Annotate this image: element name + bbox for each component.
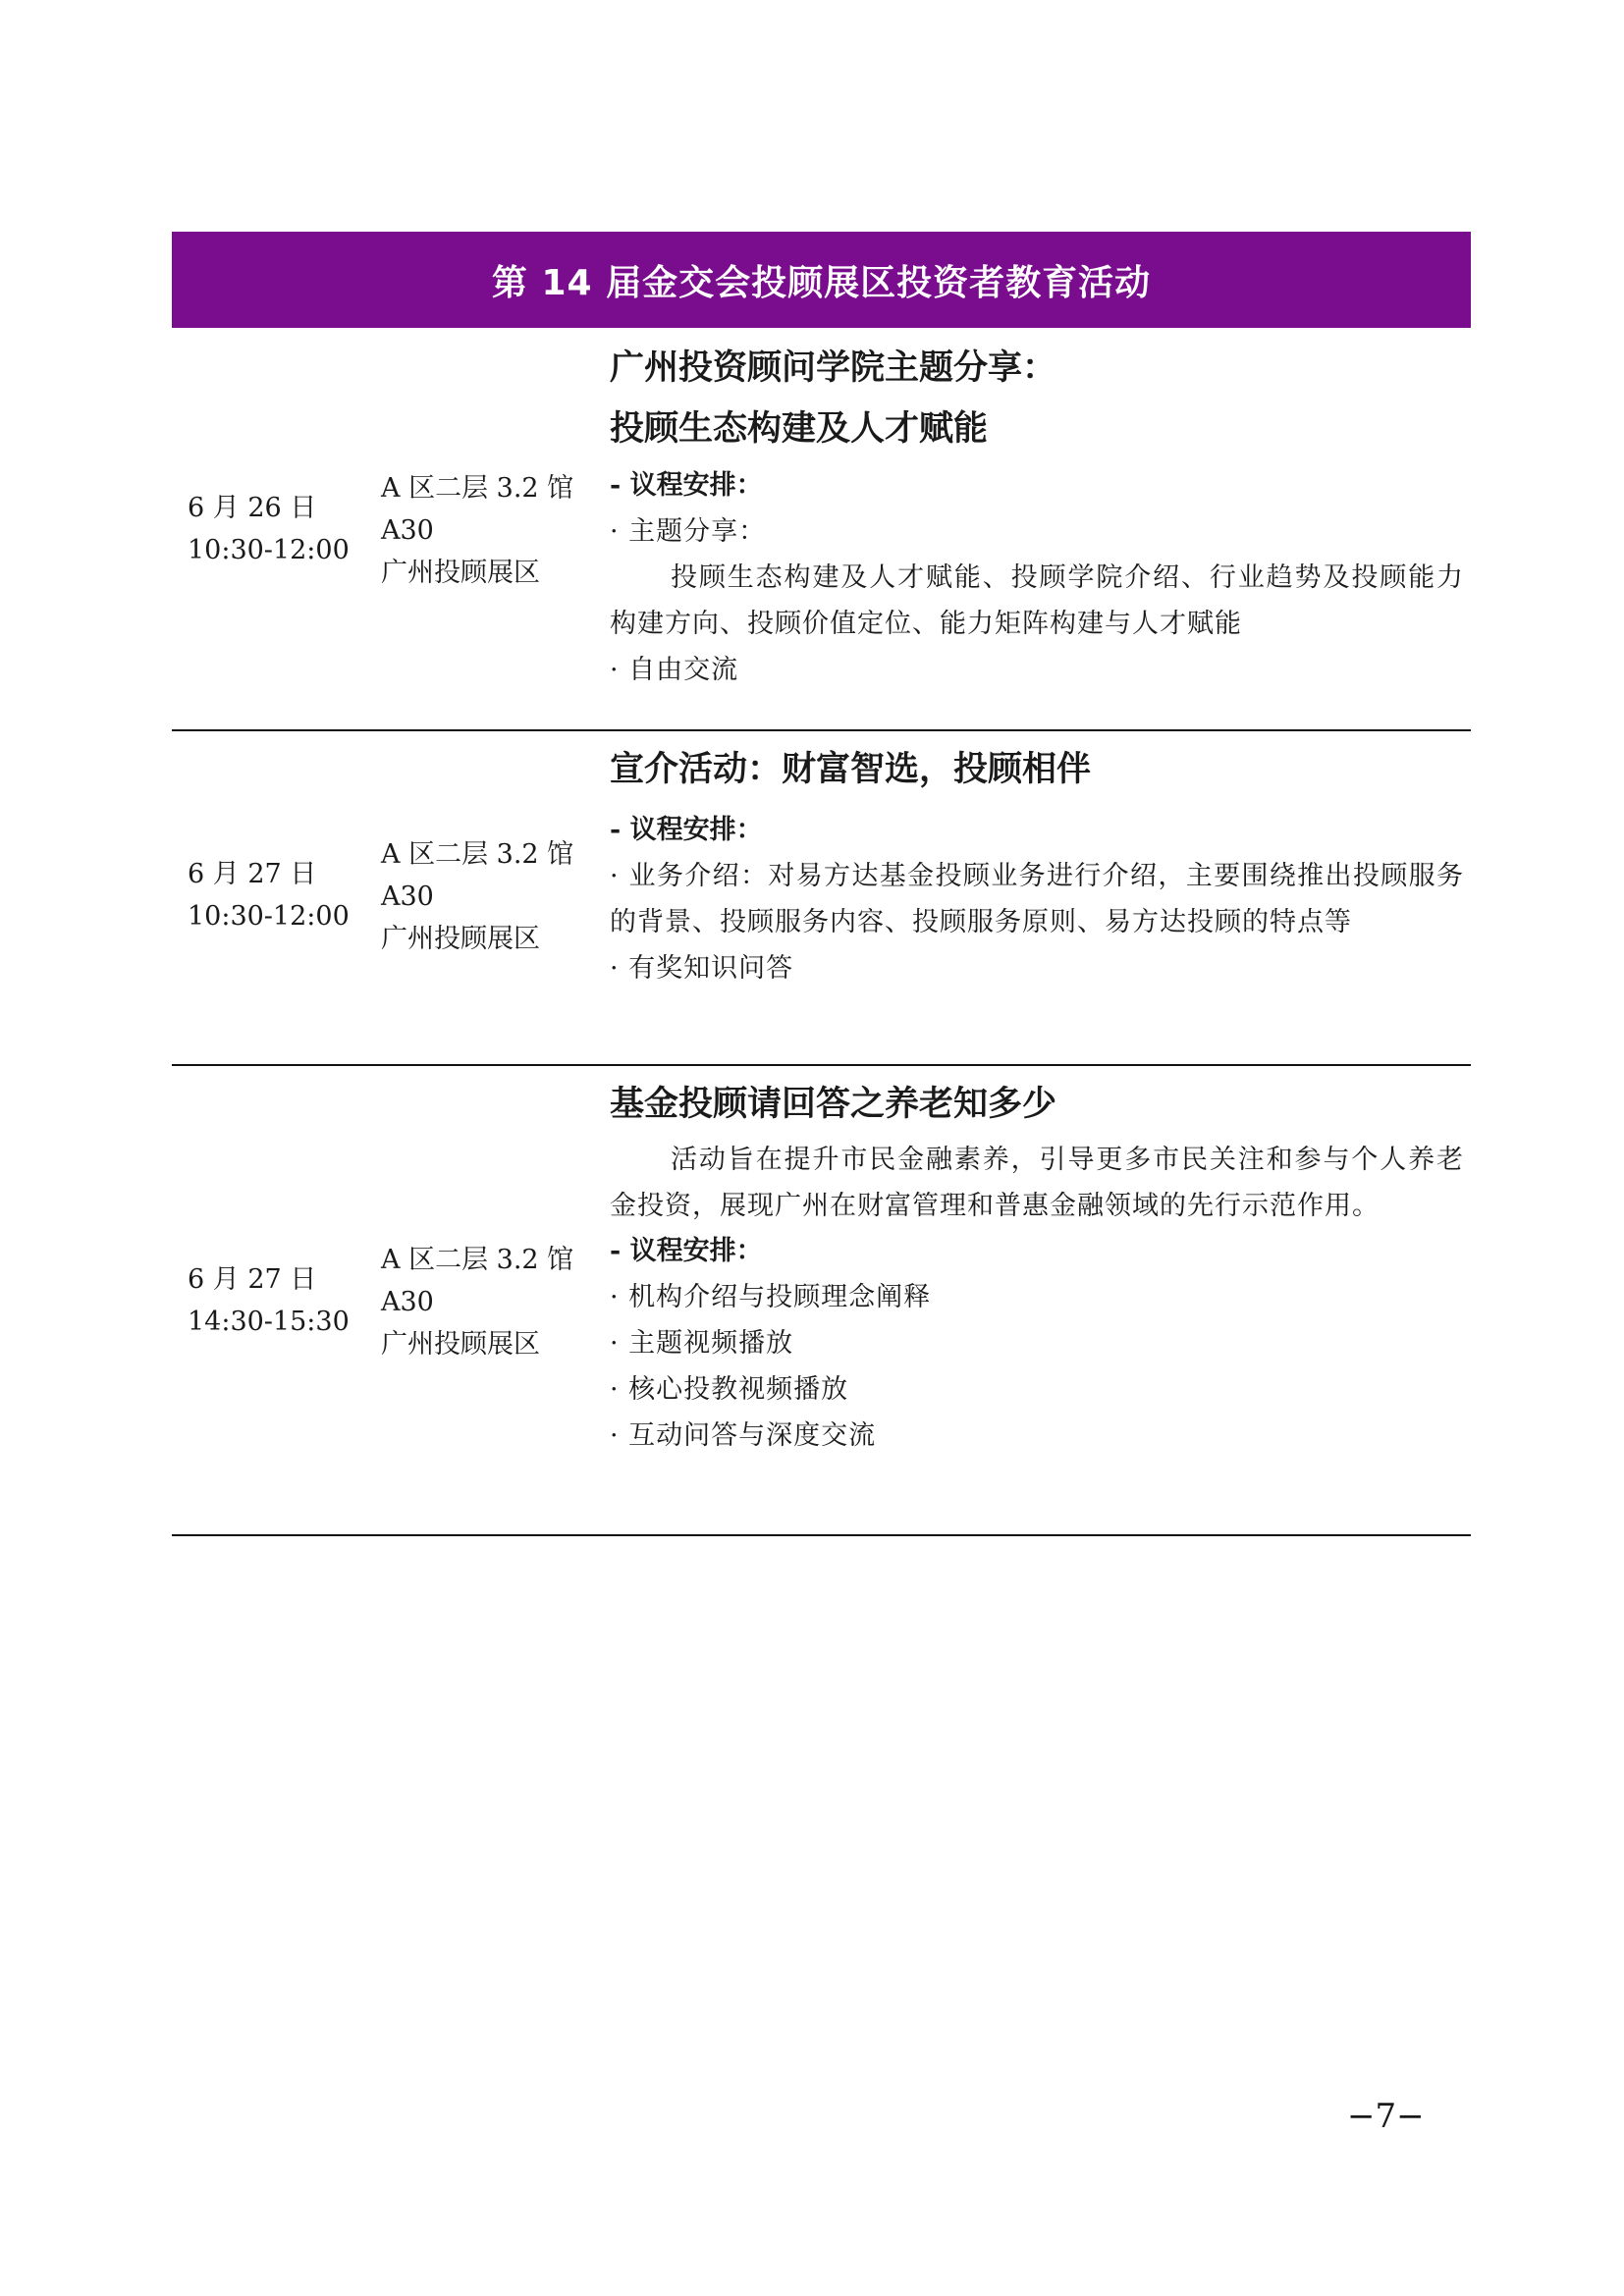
event-row (172, 731, 1471, 1065)
agenda-item: · 业务介绍：对易方达基金投顾业务进行介绍，主要围绕推出投顾服务的背景、投顾服务内容、投顾服务原则、易方达投顾的特点等 (610, 861, 1464, 937)
event-date: 6 月 26 日 (188, 493, 317, 523)
location-zone: 广州投顾展区 (381, 924, 540, 954)
row-divider (172, 1534, 1471, 1536)
event-content (610, 338, 1464, 693)
event-title (610, 338, 1464, 459)
agenda-item: · 有奖知识问答 (610, 953, 794, 984)
event-row (172, 1066, 1471, 1535)
location-booth: A30 (381, 881, 434, 912)
event-time: 14:30-15:30 (188, 1307, 350, 1337)
agenda-item: · 互动问答与深度交流 (610, 1420, 877, 1451)
event-location (381, 467, 592, 594)
location-hall: A 区二层 3.2 馆 (381, 473, 574, 504)
location-zone: 广州投顾展区 (381, 558, 540, 588)
schedule-banner (172, 232, 1471, 328)
event-time: 10:30-12:00 (188, 901, 350, 932)
event-content (610, 1074, 1464, 1459)
agenda-item: · 主题分享： (610, 516, 767, 547)
agenda-item: · 机构介绍与投顾理念阐释 (610, 1282, 932, 1312)
agenda-item: · 主题视频播放 (610, 1328, 794, 1359)
event-datetime (188, 1258, 374, 1343)
event-content (610, 739, 1464, 991)
event-location (381, 1239, 592, 1365)
event-date: 6 月 27 日 (188, 859, 317, 889)
location-booth: A30 (381, 515, 434, 546)
page-number: −7− (1347, 2097, 1425, 2136)
event-time: 10:30-12:00 (188, 535, 350, 565)
event-row (172, 328, 1471, 730)
agenda-heading: - 议程安排： (610, 1236, 763, 1266)
event-title (610, 1074, 1464, 1135)
location-zone: 广州投顾展区 (381, 1329, 540, 1360)
event-title-line: 投顾生态构建及人才赋能 (610, 408, 989, 449)
event-datetime (188, 487, 374, 571)
event-title-line: 基金投顾请回答之养老知多少 (610, 1084, 1057, 1124)
location-hall: A 区二层 3.2 馆 (381, 839, 574, 870)
event-location (381, 833, 592, 960)
event-title (610, 739, 1464, 800)
event-datetime (188, 853, 374, 937)
event-intro: 活动旨在提升市民金融素养，引导更多市民关注和参与个人养老金投资，展现广州在财富管理和普惠金融领域的先行示范作用。 (610, 1145, 1464, 1221)
banner-title: 第 14 届金交会投顾展区投资者教育活动 (491, 262, 1152, 303)
event-title-line: 广州投资顾问学院主题分享： (610, 347, 1057, 388)
agenda-item: · 核心投教视频播放 (610, 1374, 849, 1405)
agenda-heading: - 议程安排： (610, 470, 763, 501)
agenda-item-detail: 投顾生态构建及人才赋能、投顾学院介绍、行业趋势及投顾能力构建方向、投顾价值定位、能力矩阵构建与人才赋能 (610, 562, 1464, 639)
event-title-line: 宣介活动：财富智选，投顾相伴 (610, 749, 1092, 789)
location-booth: A30 (381, 1287, 434, 1317)
event-date: 6 月 27 日 (188, 1264, 317, 1295)
location-hall: A 区二层 3.2 馆 (381, 1245, 574, 1275)
agenda-heading: - 议程安排： (610, 815, 763, 845)
agenda-item: · 自由交流 (610, 655, 739, 685)
